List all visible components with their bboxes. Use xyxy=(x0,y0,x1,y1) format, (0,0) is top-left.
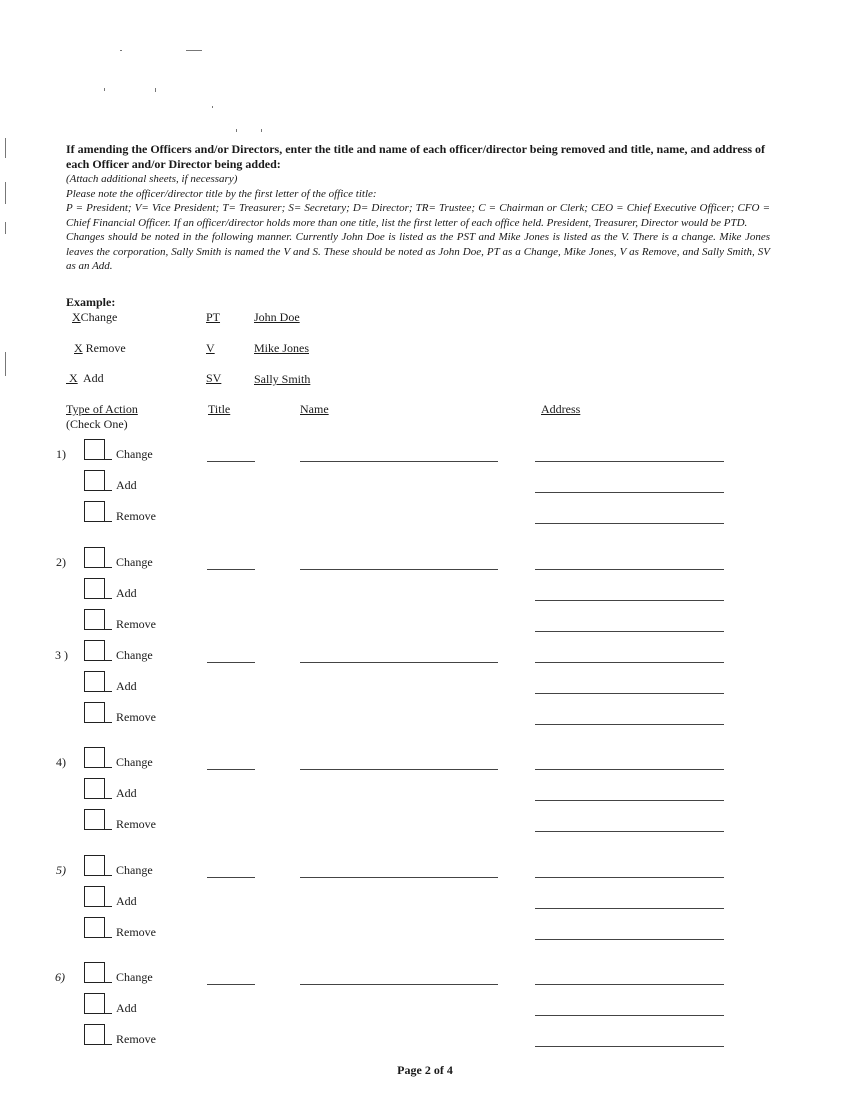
address-field[interactable] xyxy=(535,492,724,493)
checkbox-add[interactable] xyxy=(84,671,105,692)
header-name: Name xyxy=(300,402,329,416)
checkbox-underline xyxy=(104,567,112,568)
checkbox-change[interactable] xyxy=(84,747,105,768)
option-label-change: Change xyxy=(116,555,153,569)
title-field[interactable] xyxy=(207,461,255,462)
title-field[interactable] xyxy=(207,662,255,663)
scan-artifact xyxy=(5,182,6,204)
name-field[interactable] xyxy=(300,662,498,663)
checkbox-underline xyxy=(104,937,112,938)
title-field[interactable] xyxy=(207,769,255,770)
address-field[interactable] xyxy=(535,831,724,832)
example-title: PT xyxy=(206,310,221,324)
entry-number: 4) xyxy=(56,755,66,769)
option-label-remove: Remove xyxy=(116,817,156,831)
checkbox-remove[interactable] xyxy=(84,809,105,830)
checkbox-change[interactable] xyxy=(84,640,105,661)
checkbox-underline xyxy=(104,459,112,460)
option-label-change: Change xyxy=(116,648,153,662)
checkbox-add[interactable] xyxy=(84,886,105,907)
title-field[interactable] xyxy=(207,569,255,570)
option-label-add: Add xyxy=(116,478,137,492)
option-label-remove: Remove xyxy=(116,617,156,631)
scan-artifact xyxy=(155,88,156,92)
option-label-change: Change xyxy=(116,970,153,984)
name-field[interactable] xyxy=(300,461,498,462)
checkbox-remove[interactable] xyxy=(84,702,105,723)
example-mark: X xyxy=(74,341,83,355)
checkbox-underline xyxy=(104,767,112,768)
checkbox-underline xyxy=(104,521,112,522)
checkbox-remove[interactable] xyxy=(84,917,105,938)
entry-number: 6) xyxy=(55,970,65,984)
checkbox-underline xyxy=(104,660,112,661)
address-field[interactable] xyxy=(535,939,724,940)
example-action: Remove xyxy=(85,341,126,355)
checkbox-underline xyxy=(104,906,112,907)
scan-artifact xyxy=(104,88,105,91)
address-field[interactable] xyxy=(535,769,724,770)
checkbox-underline xyxy=(104,875,112,876)
option-label-change: Change xyxy=(116,447,153,461)
checkbox-remove[interactable] xyxy=(84,501,105,522)
address-field[interactable] xyxy=(535,1046,724,1047)
entry-number: 3 ) xyxy=(55,648,68,662)
entry-number: 1) xyxy=(56,447,66,461)
instructions-heading: If amending the Officers and/or Directors, enter the title and name of each officer/director being removed and title, name, and address of each Officer and/or Director being added: xyxy=(66,142,766,171)
address-field[interactable] xyxy=(535,461,724,462)
scan-artifact xyxy=(236,129,237,132)
address-field[interactable] xyxy=(535,600,724,601)
address-field[interactable] xyxy=(535,1015,724,1016)
option-label-change: Change xyxy=(116,755,153,769)
option-label-add: Add xyxy=(116,1001,137,1015)
address-field[interactable] xyxy=(535,800,724,801)
name-field[interactable] xyxy=(300,769,498,770)
checkbox-underline xyxy=(104,982,112,983)
example-name: Mike Jones xyxy=(254,341,309,355)
entry-number: 5) xyxy=(56,863,66,877)
example-name: John Doe xyxy=(254,310,300,324)
checkbox-remove[interactable] xyxy=(84,609,105,630)
checkbox-underline xyxy=(104,490,112,491)
example-action: Change xyxy=(80,310,118,324)
example-mark: X xyxy=(69,371,78,385)
checkbox-add[interactable] xyxy=(84,470,105,491)
checkbox-change[interactable] xyxy=(84,439,105,460)
scan-artifact xyxy=(5,222,6,234)
header-type-of-action: Type of Action xyxy=(66,402,138,416)
address-field[interactable] xyxy=(535,908,724,909)
address-field[interactable] xyxy=(535,662,724,663)
name-field[interactable] xyxy=(300,984,498,985)
example-mark: X xyxy=(72,310,81,324)
example-name: Sally Smith xyxy=(254,372,311,386)
title-note: Please note the officer/director title by the first letter of the office title: xyxy=(66,187,377,200)
example-row-remove xyxy=(74,341,126,356)
example-row-change xyxy=(72,310,117,325)
address-field[interactable] xyxy=(535,569,724,570)
scan-artifact xyxy=(5,352,6,376)
option-label-add: Add xyxy=(116,679,137,693)
scan-artifact xyxy=(212,106,213,108)
scan-artifact xyxy=(186,50,202,51)
option-label-remove: Remove xyxy=(116,710,156,724)
page-number: Page 2 of 4 xyxy=(397,1063,453,1077)
checkbox-underline xyxy=(104,598,112,599)
header-check-one: (Check One) xyxy=(66,417,128,431)
option-label-remove: Remove xyxy=(116,509,156,523)
option-label-add: Add xyxy=(116,586,137,600)
option-label-remove: Remove xyxy=(116,1032,156,1046)
option-label-add: Add xyxy=(116,894,137,908)
scan-artifact xyxy=(5,138,6,158)
checkbox-add[interactable] xyxy=(84,578,105,599)
checkbox-change[interactable] xyxy=(84,962,105,983)
checkbox-underline xyxy=(104,1013,112,1014)
option-label-add: Add xyxy=(116,786,137,800)
checkbox-add[interactable] xyxy=(84,993,105,1014)
scan-artifact xyxy=(261,129,262,132)
attach-note: (Attach additional sheets, if necessary) xyxy=(66,173,238,185)
example-title: V xyxy=(206,341,215,355)
checkbox-underline xyxy=(104,829,112,830)
scan-artifact xyxy=(120,50,122,51)
checkbox-change[interactable] xyxy=(84,547,105,568)
address-field[interactable] xyxy=(535,877,724,878)
option-label-change: Change xyxy=(116,863,153,877)
title-field[interactable] xyxy=(207,877,255,878)
address-field[interactable] xyxy=(535,693,724,694)
instructions-block xyxy=(66,142,770,274)
checkbox-change[interactable] xyxy=(84,855,105,876)
address-field[interactable] xyxy=(535,984,724,985)
title-field[interactable] xyxy=(207,984,255,985)
header-address: Address xyxy=(541,402,581,416)
example-title: SV xyxy=(206,371,222,385)
checkbox-underline xyxy=(104,798,112,799)
entry-number: 2) xyxy=(56,555,66,569)
title-codes: P = President; V= Vice President; T= Treasurer; S= Secretary; D= Director; TR= Trustee; C = Chairman or Clerk; CEO = Chief Executive Officer; CFO = Chief Financial Officer. If an officer/director holds more than one title, list the first letter of each office held. President, Treasurer, Director would be PTD. xyxy=(66,202,770,229)
checkbox-remove[interactable] xyxy=(84,1024,105,1045)
address-field[interactable] xyxy=(535,724,724,725)
changes-note: Changes should be noted in the following manner. Currently John Doe is listed as the PST and Mike Jones is listed as the V. There is a change. Mike Jones leaves the corporation, Sally Smith is named the V and S. These should be noted as John Doe, PT as a Change, Mike Jones, V as Remove, and Sally Smith, SV as an Add. xyxy=(66,231,770,272)
example-action: Add xyxy=(83,371,104,385)
checkbox-underline xyxy=(104,629,112,630)
header-title: Title xyxy=(208,402,231,416)
option-label-remove: Remove xyxy=(116,925,156,939)
example-row-add xyxy=(66,371,104,386)
example-label: Example: xyxy=(66,295,116,309)
checkbox-underline xyxy=(104,1044,112,1045)
checkbox-add[interactable] xyxy=(84,778,105,799)
checkbox-underline xyxy=(104,722,112,723)
name-field[interactable] xyxy=(300,877,498,878)
checkbox-underline xyxy=(104,691,112,692)
address-field[interactable] xyxy=(535,631,724,632)
address-field[interactable] xyxy=(535,523,724,524)
name-field[interactable] xyxy=(300,569,498,570)
